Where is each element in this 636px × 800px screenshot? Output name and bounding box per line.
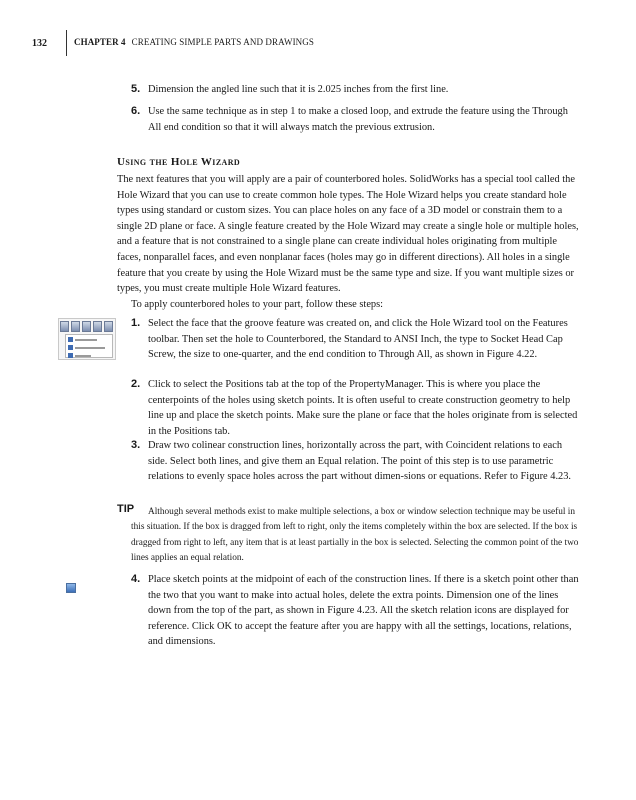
lead-in-text: To apply counterbored holes to your part, follow these steps: — [131, 299, 384, 310]
chapter-label: CHAPTER 4 — [74, 37, 126, 47]
step-text: Use the same technique as in step 1 to make a closed loop, and extrude the feature using the Through All end condition so that it will always match the previous extrusion. — [148, 106, 568, 133]
running-head — [74, 37, 314, 47]
step-text: Dimension the angled line such that it is 2.025 inches from the first line. — [148, 84, 449, 95]
step-3 — [131, 438, 581, 485]
step-number: 3. — [131, 439, 141, 451]
step-text: Click to select the Positions tab at the top of the PropertyManager. This is where you place the centerpoints of the holes using sketch points. It is often useful to create construction geometry to help line up and place the sketch points. Make sure the plane or face that the holes originate from is selected in the Positions tab. — [148, 379, 578, 437]
header-divider — [66, 30, 67, 56]
tip-body: Although several methods exist to make multiple selections, a box or window selection technique may be useful in this situation. If the box is dragged from left to right, only the items completely within the box are selected. If the box is dragged from right to left, any item that is at least partially in the box is selected. Selecting the common point of the two lines applies an equal relation. — [131, 507, 579, 564]
step-text: Draw two colinear construction lines, horizontally across the part, with Coincident relations to each side. Select both lines, and give them an Equal relation. The point of this step is to use parametric relations to evenly space holes across the part without dimen-sions or equations. Refer to Figure 4.23. — [148, 440, 572, 483]
sketch-point-icon — [66, 583, 76, 593]
toolbar-icons — [60, 321, 114, 333]
step-number: 5. — [131, 83, 141, 95]
chapter-title: CREATING SIMPLE PARTS AND DRAWINGS — [131, 37, 314, 47]
step-number: 1. — [131, 317, 141, 329]
tip-label: TIP — [117, 503, 135, 515]
step-5 — [131, 82, 581, 98]
page-number: 132 — [32, 37, 47, 49]
page-header — [32, 34, 314, 52]
step-text: Place sketch points at the midpoint of each of the construction lines. If there is a sketch point other than the two that you want to make into actual holes, delete the extra points. Dimension one of the lines down from the top of the part, as shown in Figure 4.23. All the sketch relation icons are displayed for reference. Click OK to accept the feature after you are happy with all the settings, locations, relations, and dimensions. — [148, 574, 579, 648]
step-text: Select the face that the groove feature was created on, and click the Hole Wizard tool on the Features toolbar. Then set the hole to Counterbored, the Standard to ANSI Inch, the type to Socket Head Cap Screw, the size to one-quarter, and the end condition to Through All, as shown in Figure 4.22. — [148, 318, 568, 361]
step-number: 6. — [131, 105, 141, 117]
tip-text — [131, 505, 581, 567]
hole-wizard-menu-icon — [65, 334, 113, 358]
section-heading: Using the Hole Wizard — [117, 156, 241, 168]
intro-paragraph: The next features that you will apply are a pair of counterbored holes. SolidWorks has a special tool called the Hole Wizard that you can use to create common hole types. The Hole Wizard helps you create standard hole types using standard or custom sizes. You can place holes on any face of a 3D model or constrain them to a single 2D plane or face. A single feature created by the Hole Wizard may create a single hole or multiple holes, and a feature that is not constrained to a single plane can create individual holes originating from multiple faces, nonparallel faces, and even nonplanar faces (holes may go in different directions). All holes in a single feature that you create by using the Hole Wizard must be the same type and size. If you want multiple sizes or types, you must create multiple Hole Wizard features. — [117, 174, 579, 295]
step-number: 2. — [131, 378, 141, 390]
step-6 — [131, 104, 581, 135]
hole-wizard-toolbar-thumbnail — [58, 318, 116, 360]
step-4 — [131, 572, 581, 650]
step-1 — [131, 316, 581, 363]
step-2 — [131, 377, 581, 439]
step-number: 4. — [131, 573, 141, 585]
